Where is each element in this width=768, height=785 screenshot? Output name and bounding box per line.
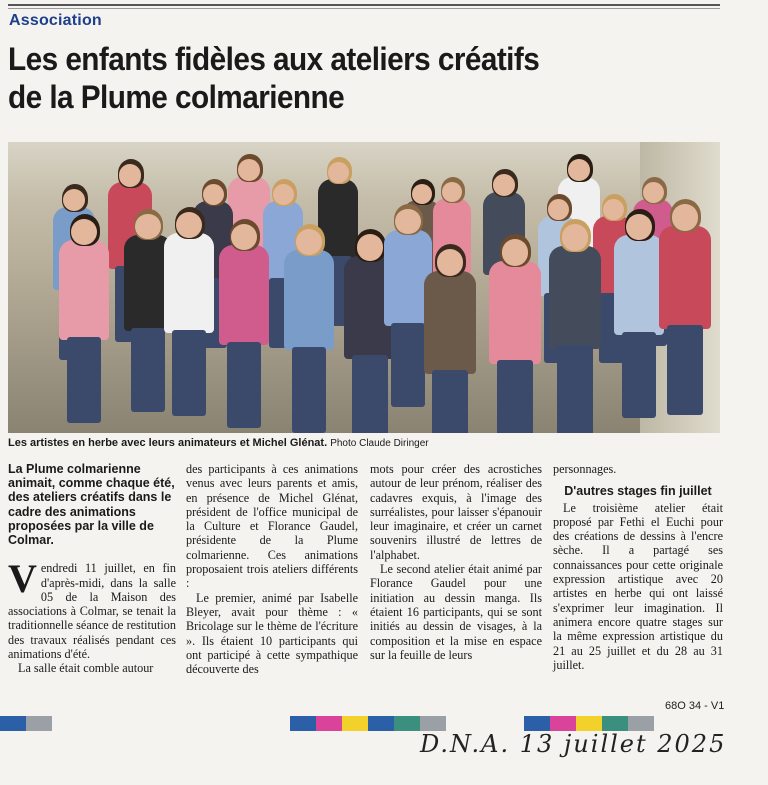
group-photo — [8, 142, 720, 433]
color-swatch — [290, 716, 316, 731]
paragraph-1 — [8, 556, 176, 661]
color-swatch — [368, 716, 394, 731]
column-4 — [553, 462, 723, 672]
color-swatch — [602, 716, 628, 731]
col2-paragraph-1: des participants à ces animations venus avec leurs parents et amis, en présence de Michel Glénat, président de l'office municipal de la Culture et Florance Gaudel, présidente de la Plume colmarienne. Ces animations proposaient trois ateliers différents : — [186, 462, 358, 591]
section-rubric: Association — [9, 12, 102, 29]
color-swatch — [524, 716, 550, 731]
top-rule-thin — [8, 8, 720, 9]
col4-paragraph-1: personnages. — [553, 462, 617, 476]
color-swatch — [26, 716, 52, 731]
color-swatch — [394, 716, 420, 731]
color-bar-middle — [290, 716, 446, 731]
col3-paragraph-1: mots pour créer des acrostiches autour de leur prénom, réaliser des cadavres exquis, à l'image des surréalistes, pour laisser s'épanouir leur imaginaire, et créer un carnet souvenirs illustré de lettres de l'alphabet. — [370, 462, 542, 562]
photo-credit: Photo Claude Diringer — [330, 438, 429, 449]
color-swatch — [0, 716, 26, 731]
color-swatch — [576, 716, 602, 731]
col2-paragraph-2: Le premier, animé par Isabelle Bleyer, avait pour thème : « Bricolage sur le thème de l'écriture ». Ils étaient 10 participants qui ont participé à cette sympathique découverte des — [186, 590, 358, 677]
color-swatch — [628, 716, 654, 731]
lead-paragraph: La Plume colmarienne animait, comme chaque été, des ateliers créatifs dans le cadre des animations proposées par la ville de Colmar. — [8, 462, 175, 548]
headline-line-1: Les enfants fidèles aux ateliers créatifs — [8, 41, 540, 77]
caption-text: Les artistes en herbe avec leurs animateurs et Michel Glénat. — [8, 437, 328, 449]
color-swatch — [420, 716, 446, 731]
photo-caption — [8, 437, 720, 449]
page-code: 68O 34 - V1 — [665, 700, 725, 712]
column-3 — [370, 462, 542, 662]
top-rule — [8, 4, 720, 6]
subheading: D'autres stages fin juillet — [564, 484, 712, 499]
color-swatch — [316, 716, 342, 731]
drop-cap: V — [8, 556, 37, 602]
column-1 — [8, 462, 176, 676]
column-2 — [186, 462, 358, 676]
handwritten-note: D.N.A. 13 juillet 2025 — [420, 730, 727, 758]
paragraph-2-start: La salle était comble autour — [18, 661, 154, 676]
headline — [8, 40, 673, 116]
color-bar-left — [0, 716, 52, 731]
col4-paragraph-2: Le troisième atelier était proposé par Fethi el Euchi pour des créations de dessins à l'encre sèche. Il a partagé ses connaissances pour cette originale expression artistique avec 20 artistes en herbe qui ont laissé s'exprimer leur imagination. Il animera encore quatre stages sur la même expression artistique du 21 au 25 juillet et du 28 au 31 juillet. — [553, 500, 723, 672]
col3-paragraph-2: Le second atelier était animé par Florance Gaudel pour une initiation au dessin manga. Ils étaient 16 participants, qui se sont initiés au dessin de visages, à la composition et la mise en espace sur la feuille de leurs — [370, 562, 542, 662]
color-bar-right — [524, 716, 654, 731]
color-swatch — [550, 716, 576, 731]
color-swatch — [342, 716, 368, 731]
paragraph-1-text: endredi 11 juillet, en fin d'après-midi, dans la salle 05 de la Maison des associations à Colmar, se tenait la traditionnelle séance de restitution des travaux réalisés pendant ces animations d'été. — [8, 561, 176, 661]
headline-line-2: de la Plume colmarienne — [8, 79, 345, 115]
